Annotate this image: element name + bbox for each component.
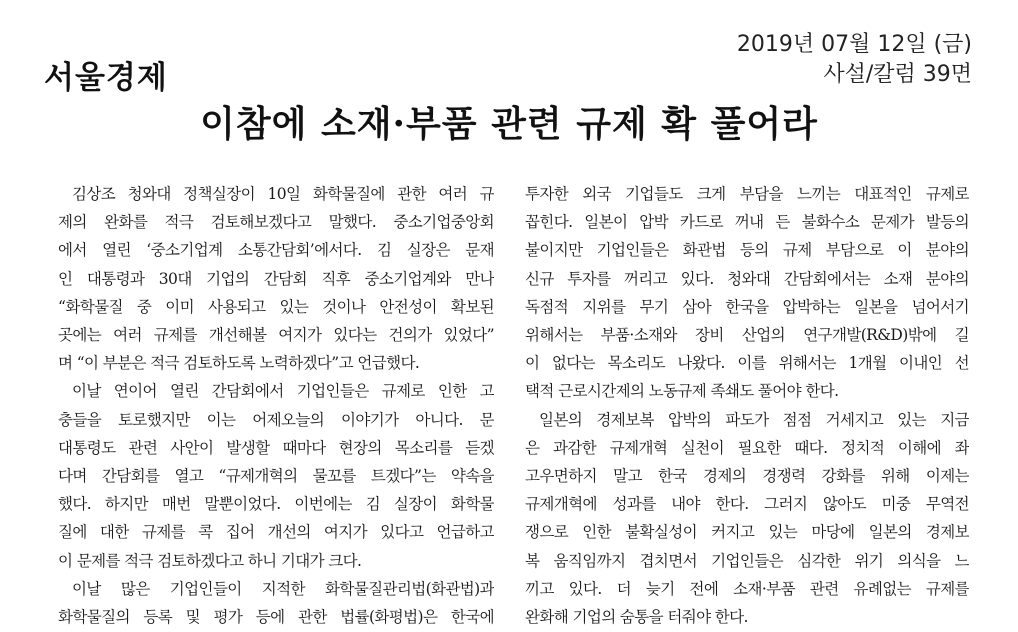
article-text-line: 독점적 지위를 무기 삼아 한국을 압박하는 일본을 넘어서기 bbox=[525, 297, 969, 316]
article-text-line: 대통령도 관련 사안이 발생할 때마다 현장의 목소리를 듣겠 bbox=[58, 438, 494, 457]
article-text-line: 불이지만 기업인들은 화관법 등의 규제 부담으로 이 분야의 bbox=[525, 241, 969, 260]
article-text-line: 이 문제를 적극 검토하겠다고 하니 기대가 크다. bbox=[58, 551, 362, 570]
article-text-line: 꼽힌다. 일본이 압박 카드로 꺼내 든 불화수소 문제가 발등의 bbox=[525, 213, 969, 232]
article-text-line: 다며 간담회를 열고 “규제개혁의 물꼬를 트겠다”는 약속을 bbox=[58, 467, 494, 486]
article-text-line: 복 움직임까지 겹치면서 기업인들은 심각한 위기 의식을 느 bbox=[525, 551, 969, 570]
issue-date: 2019년 07월 12일 (금) bbox=[736, 32, 972, 57]
section-page: 사설/칼럼 39면 bbox=[823, 62, 972, 87]
article-text-line: 완화해 기업의 숨통을 터줘야 한다. bbox=[525, 608, 748, 627]
article-text-line: 은 과감한 규제개혁 실천이 필요한 때다. 정치적 이해에 좌 bbox=[525, 438, 969, 457]
article-text-line: 제의 완화를 적극 검토해보겠다고 말했다. 중소기업중앙회 bbox=[58, 213, 494, 232]
article-text-line: “화학물질 중 이미 사용되고 있는 것이나 안전성이 확보된 bbox=[58, 297, 494, 316]
article-text-line: 화학물질의 등록 및 평가 등에 관한 법률(화평법)은 한국에 bbox=[58, 608, 494, 627]
newspaper-masthead: 서울경제 bbox=[44, 60, 168, 96]
article-text-line: 쟁으로 인한 불확실성이 커지고 있는 마당에 일본의 경제보 bbox=[525, 523, 969, 542]
article-text-line: 며 “이 부분은 적극 검토하도록 노력하겠다”고 언급했다. bbox=[58, 354, 420, 373]
article-column-left bbox=[58, 180, 494, 631]
article-text-line: 인 대통령과 30대 기업의 간담회 직후 중소기업계와 만나 bbox=[58, 269, 494, 288]
article-text-line: 충들을 토로했지만 이는 어제오늘의 이야기가 아니다. 문 bbox=[58, 410, 494, 429]
article-text-line: 이 없다는 목소리도 나왔다. 이를 위해서는 1개월 이내인 선 bbox=[525, 354, 969, 373]
editorial-headline: 이참에 소재·부품 관련 규제 확 풀어라 bbox=[200, 103, 818, 145]
article-text-line: 일본의 경제보복 압박의 파도가 점점 거세지고 있는 지금 bbox=[539, 410, 969, 429]
article-text-line: 했다. 하지만 매번 말뿐이었다. 이번에는 김 실장이 화학물 bbox=[58, 495, 494, 514]
article-text-line: 이날 연이어 열린 간담회에서 기업인들은 규제로 인한 고 bbox=[72, 382, 494, 401]
article-text-line: 투자한 외국 기업들도 크게 부담을 느끼는 대표적인 규제로 bbox=[525, 185, 969, 203]
article-text-line: 질에 대한 규제를 콕 집어 개선의 여지가 있다고 언급하고 bbox=[58, 523, 494, 542]
article-text-line: 김상조 청와대 정책실장이 10일 화학물질에 관한 여러 규 bbox=[72, 185, 494, 203]
article-text-line: 규제개혁에 성과를 내야 한다. 그러지 않아도 미중 무역전 bbox=[525, 495, 969, 514]
article-text-line: 곳에는 여러 규제를 개선해볼 여지가 있다는 건의가 있었다” bbox=[58, 326, 494, 345]
article-text-line: 택적 근로시간제의 노동규제 족쇄도 풀어야 한다. bbox=[525, 382, 839, 401]
issue-meta bbox=[737, 30, 972, 90]
article-text-line: 신규 투자를 꺼리고 있다. 청와대 간담회에서는 소재 분야의 bbox=[525, 269, 969, 288]
article-text-line: 에서 열린 ‘중소기업계 소통간담회’에서다. 김 실장은 문재 bbox=[58, 241, 494, 260]
article-column-right bbox=[525, 180, 969, 631]
article-text-line: 고우면하지 말고 한국 경제의 경쟁력 강화를 위해 이제는 bbox=[525, 467, 969, 486]
article-text-line: 끼고 있다. 더 늦기 전에 소재·부품 관련 유례없는 규제를 bbox=[525, 579, 969, 598]
article-text-line: 이날 많은 기업인들이 지적한 화학물질관리법(화관법)과 bbox=[72, 579, 494, 598]
article-text-line: 위해서는 부품·소재와 장비 산업의 연구개발(R&D)밖에 길 bbox=[525, 326, 969, 345]
